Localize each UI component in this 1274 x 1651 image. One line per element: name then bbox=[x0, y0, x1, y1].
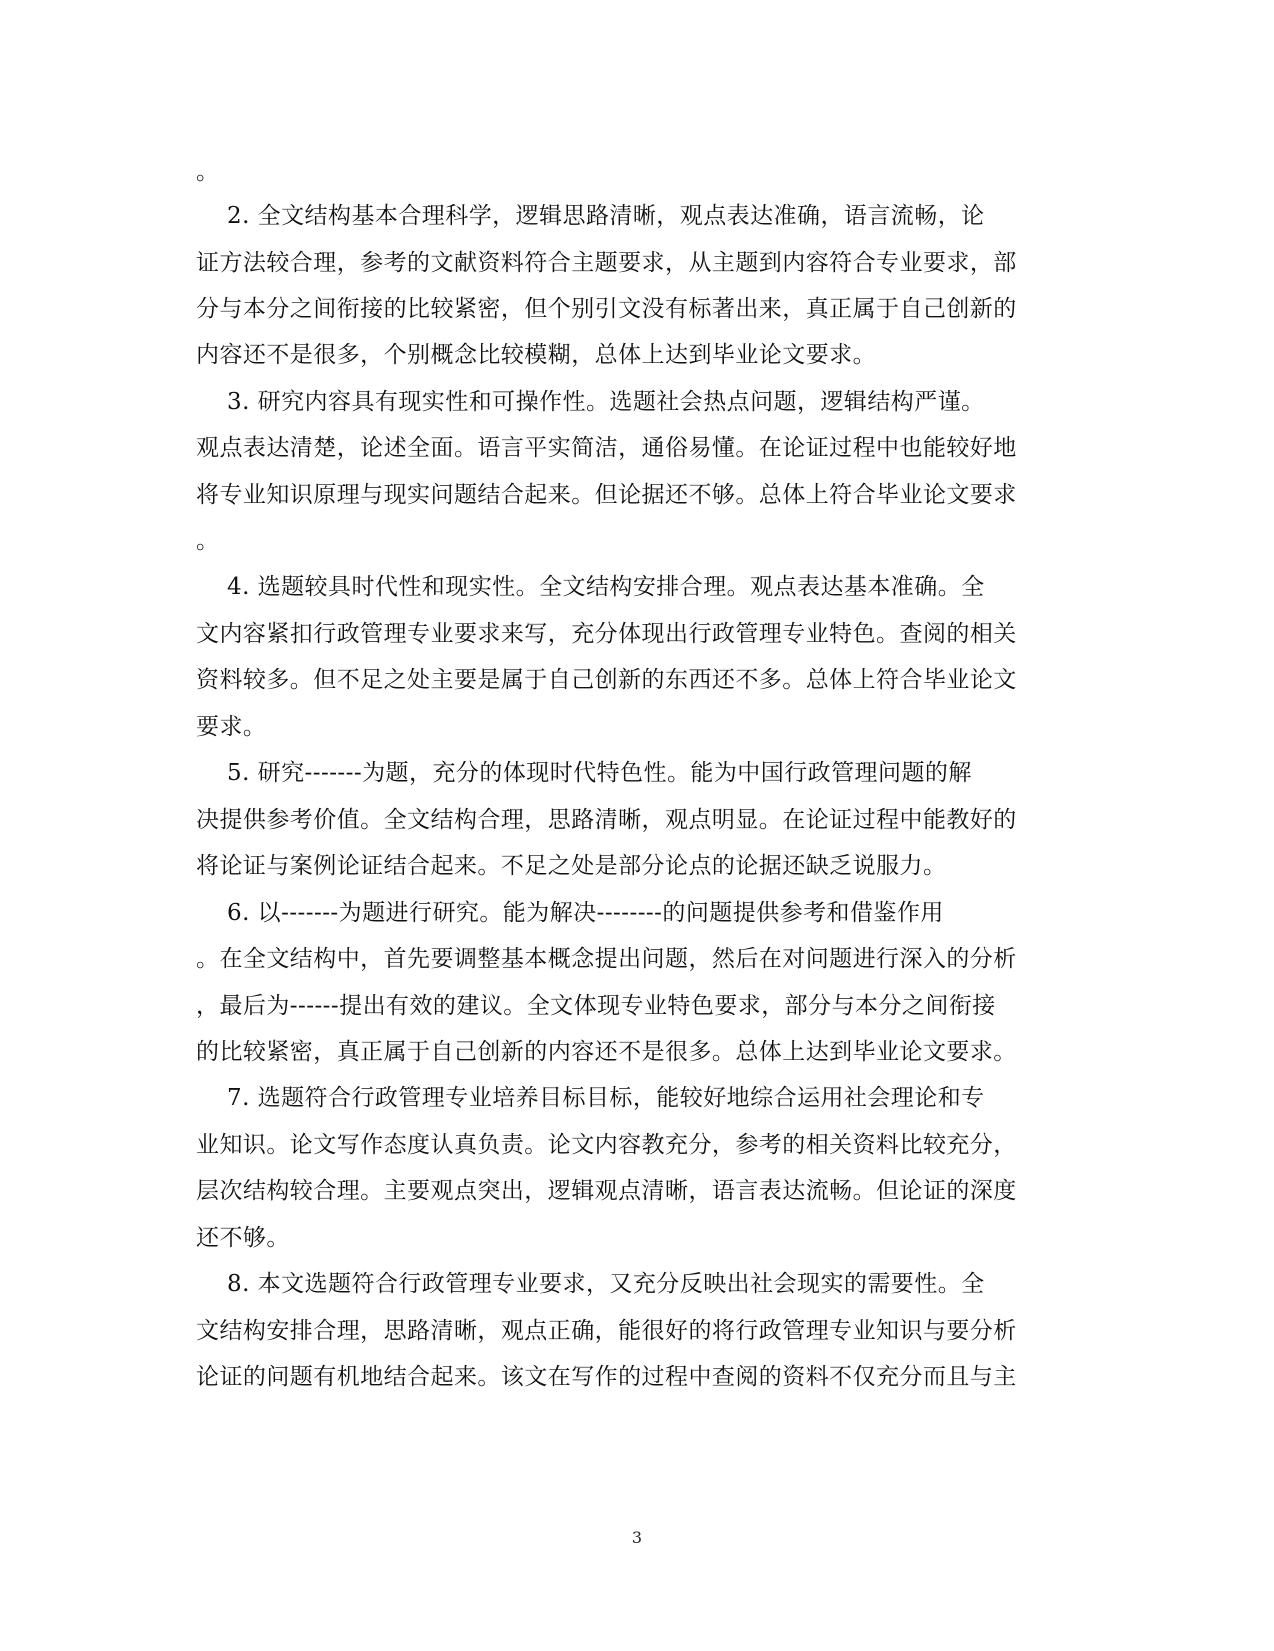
text-line: 分与本分之间衔接的比较紧密，但个别引文没有标著出来，真正属于自己创新的 bbox=[196, 296, 1017, 322]
text-line: 。在全文结构中，首先要调整基本概念提出问题，然后在对问题进行深入的分析 bbox=[196, 946, 1017, 972]
text-line: 文结构安排合理，思路清晰，观点正确，能很好的将行政管理专业知识与要分析 bbox=[196, 1318, 1017, 1344]
text-line: 将专业知识原理与现实问题结合起来。但论据还不够。总体上符合毕业论文要求 bbox=[196, 482, 1017, 508]
text-line: 。 bbox=[196, 528, 220, 554]
text-line: 观点表达清楚，论述全面。语言平实简洁，通俗易懂。在论证过程中也能较好地 bbox=[196, 435, 1017, 461]
text-line: 3. 研究内容具有现实性和可操作性。选题社会热点问题，逻辑结构严谨。 bbox=[196, 389, 985, 415]
text-line: 8. 本文选题符合行政管理专业要求，又充分反映出社会现实的需要性。全 bbox=[196, 1271, 985, 1297]
text-line: 4. 选题较具时代性和现实性。全文结构安排合理。观点表达基本准确。全 bbox=[196, 574, 985, 600]
text-line: 要求。 bbox=[196, 714, 267, 740]
text-line: 5. 研究-------为题，充分的体现时代特色性。能为中国行政管理问题的解 bbox=[196, 760, 972, 786]
text-line: 文内容紧扣行政管理专业要求来写，充分体现出行政管理专业特色。查阅的相关 bbox=[196, 621, 1017, 647]
text-line: 内容还不是很多，个别概念比较模糊，总体上达到毕业论文要求。 bbox=[196, 342, 877, 368]
text-line: 论证的问题有机地结合起来。该文在写作的过程中查阅的资料不仅充分而且与主 bbox=[196, 1364, 1017, 1390]
text-line: 的比较紧密，真正属于自己创新的内容还不是很多。总体上达到毕业论文要求。 bbox=[196, 1039, 1017, 1065]
text-line: 2. 全文结构基本合理科学，逻辑思路清晰，观点表达准确，语言流畅，论 bbox=[196, 203, 985, 229]
text-line: 还不够。 bbox=[196, 1225, 290, 1251]
text-line: 7. 选题符合行政管理专业培养目标目标，能较好地综合运用社会理论和专 bbox=[196, 1085, 985, 1111]
text-line: 。 bbox=[196, 159, 220, 185]
text-line: 层次结构较合理。主要观点突出，逻辑观点清晰，语言表达流畅。但论证的深度 bbox=[196, 1178, 1017, 1204]
text-line: 证方法较合理，参考的文献资料符合主题要求，从主题到内容符合专业要求，部 bbox=[196, 250, 1017, 276]
text-line: 将论证与案例论证结合起来。不足之处是部分论点的论据还缺乏说服力。 bbox=[196, 853, 947, 879]
page-number: 3 bbox=[631, 1528, 643, 1547]
text-line: 决提供参考价值。全文结构合理，思路清晰，观点明显。在论证过程中能教好的 bbox=[196, 807, 1017, 833]
text-line: 业知识。论文写作态度认真负责。论文内容教充分，参考的相关资料比较充分， bbox=[196, 1132, 1017, 1158]
text-line: ，最后为------提出有效的建议。全文体现专业特色要求，部分与本分之间衔接 bbox=[196, 993, 996, 1019]
text-line: 资料较多。但不足之处主要是属于自己创新的东西还不多。总体上符合毕业论文 bbox=[196, 667, 1017, 693]
text-line: 6. 以-------为题进行研究。能为解决--------的问题提供参考和借鉴作用 bbox=[196, 900, 944, 926]
